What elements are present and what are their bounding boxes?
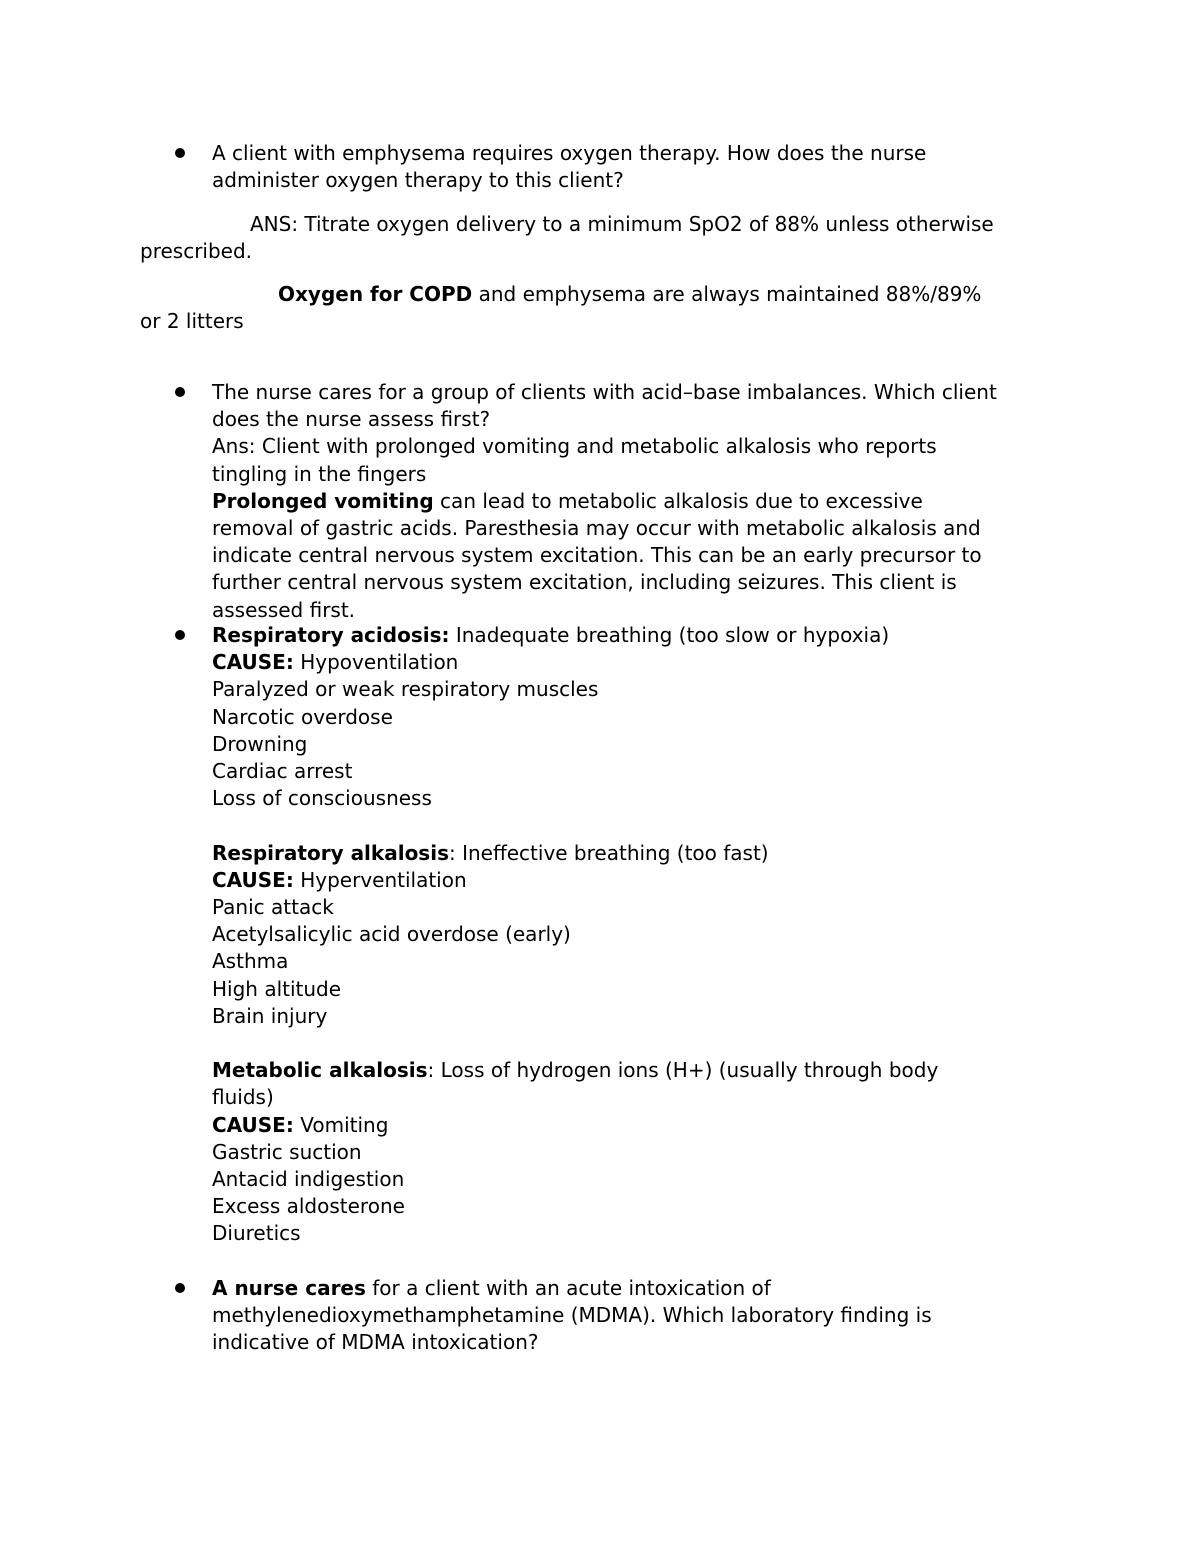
list-item: High altitude [212,976,342,1001]
bullet-icon [175,148,185,158]
bullet-icon [175,1283,185,1293]
text-line: CAUSE: Hypoventilation [212,650,459,675]
text-line: removal of gastric acids. Paresthesia may occur with metabolic alkalosis and [212,516,981,541]
list-item: Loss of consciousness [212,786,432,811]
list-item: Paralyzed or weak respiratory muscles [212,677,599,702]
bullet-icon [175,387,185,397]
q2-question [212,379,997,624]
text-line: tingling in the fingers [212,461,427,486]
text-line: CAUSE: Vomiting [212,1112,389,1137]
text-line: Oxygen for COPD and emphysema are always maintained 88%/89% [278,282,982,306]
text-line: indicative of MDMA intoxication? [212,1330,539,1355]
text-line: Metabolic alkalosis: Loss of hydrogen ions (H+) (usually through body [212,1058,939,1083]
bullet-icon [175,630,185,640]
acid-base-section [212,622,938,1248]
text-line: fluids) [212,1085,274,1110]
text-line: assessed first. [212,597,356,622]
list-item: Antacid indigestion [212,1167,405,1192]
text-line: The nurse cares for a group of clients with acid–base imbalances. Which client [212,380,997,404]
list-item: Drowning [212,731,308,756]
text-line: or 2 litters [140,309,244,334]
list-item: Gastric suction [212,1139,362,1164]
list-item: Asthma [212,949,289,974]
q1-answer [140,211,994,265]
text-line: A client with emphysema requires oxygen therapy. How does the nurse [212,141,927,165]
q1-note [140,281,981,335]
text-line: ANS: Titrate oxygen delivery to a minimum SpO2 of 88% unless otherwise [250,212,994,236]
text-line: A nurse cares for a client with an acute intoxication of [212,1276,771,1300]
q3-question [212,1275,932,1357]
text-line: Ans: Client with prolonged vomiting and metabolic alkalosis who reports [212,434,937,459]
text-line: does the nurse assess first? [212,407,491,432]
list-item: Diuretics [212,1221,301,1246]
list-item: Cardiac arrest [212,759,353,784]
list-item: Narcotic overdose [212,704,393,729]
q1-question [212,140,926,194]
text-line: Respiratory acidosis: Inadequate breathing (too slow or hypoxia) [212,623,890,647]
text-line: indicate central nervous system excitation. This can be an early precursor to [212,543,982,568]
text-line: Prolonged vomiting can lead to metabolic alkalosis due to excessive [212,488,923,513]
text-line: administer oxygen therapy to this client? [212,168,624,193]
list-item: Brain injury [212,1003,328,1028]
text-line: further central nervous system excitation, including seizures. This client is [212,570,957,595]
list-item: Panic attack [212,895,334,920]
text-line: methylenedioxymethamphetamine (MDMA). Which laboratory finding is [212,1303,932,1328]
list-item: Acetylsalicylic acid overdose (early) [212,922,571,947]
text-line: Respiratory alkalosis: Ineffective breathing (too fast) [212,840,769,865]
text-line: CAUSE: Hyperventilation [212,867,467,892]
list-item: Excess aldosterone [212,1194,405,1219]
text-line: prescribed. [140,239,253,264]
